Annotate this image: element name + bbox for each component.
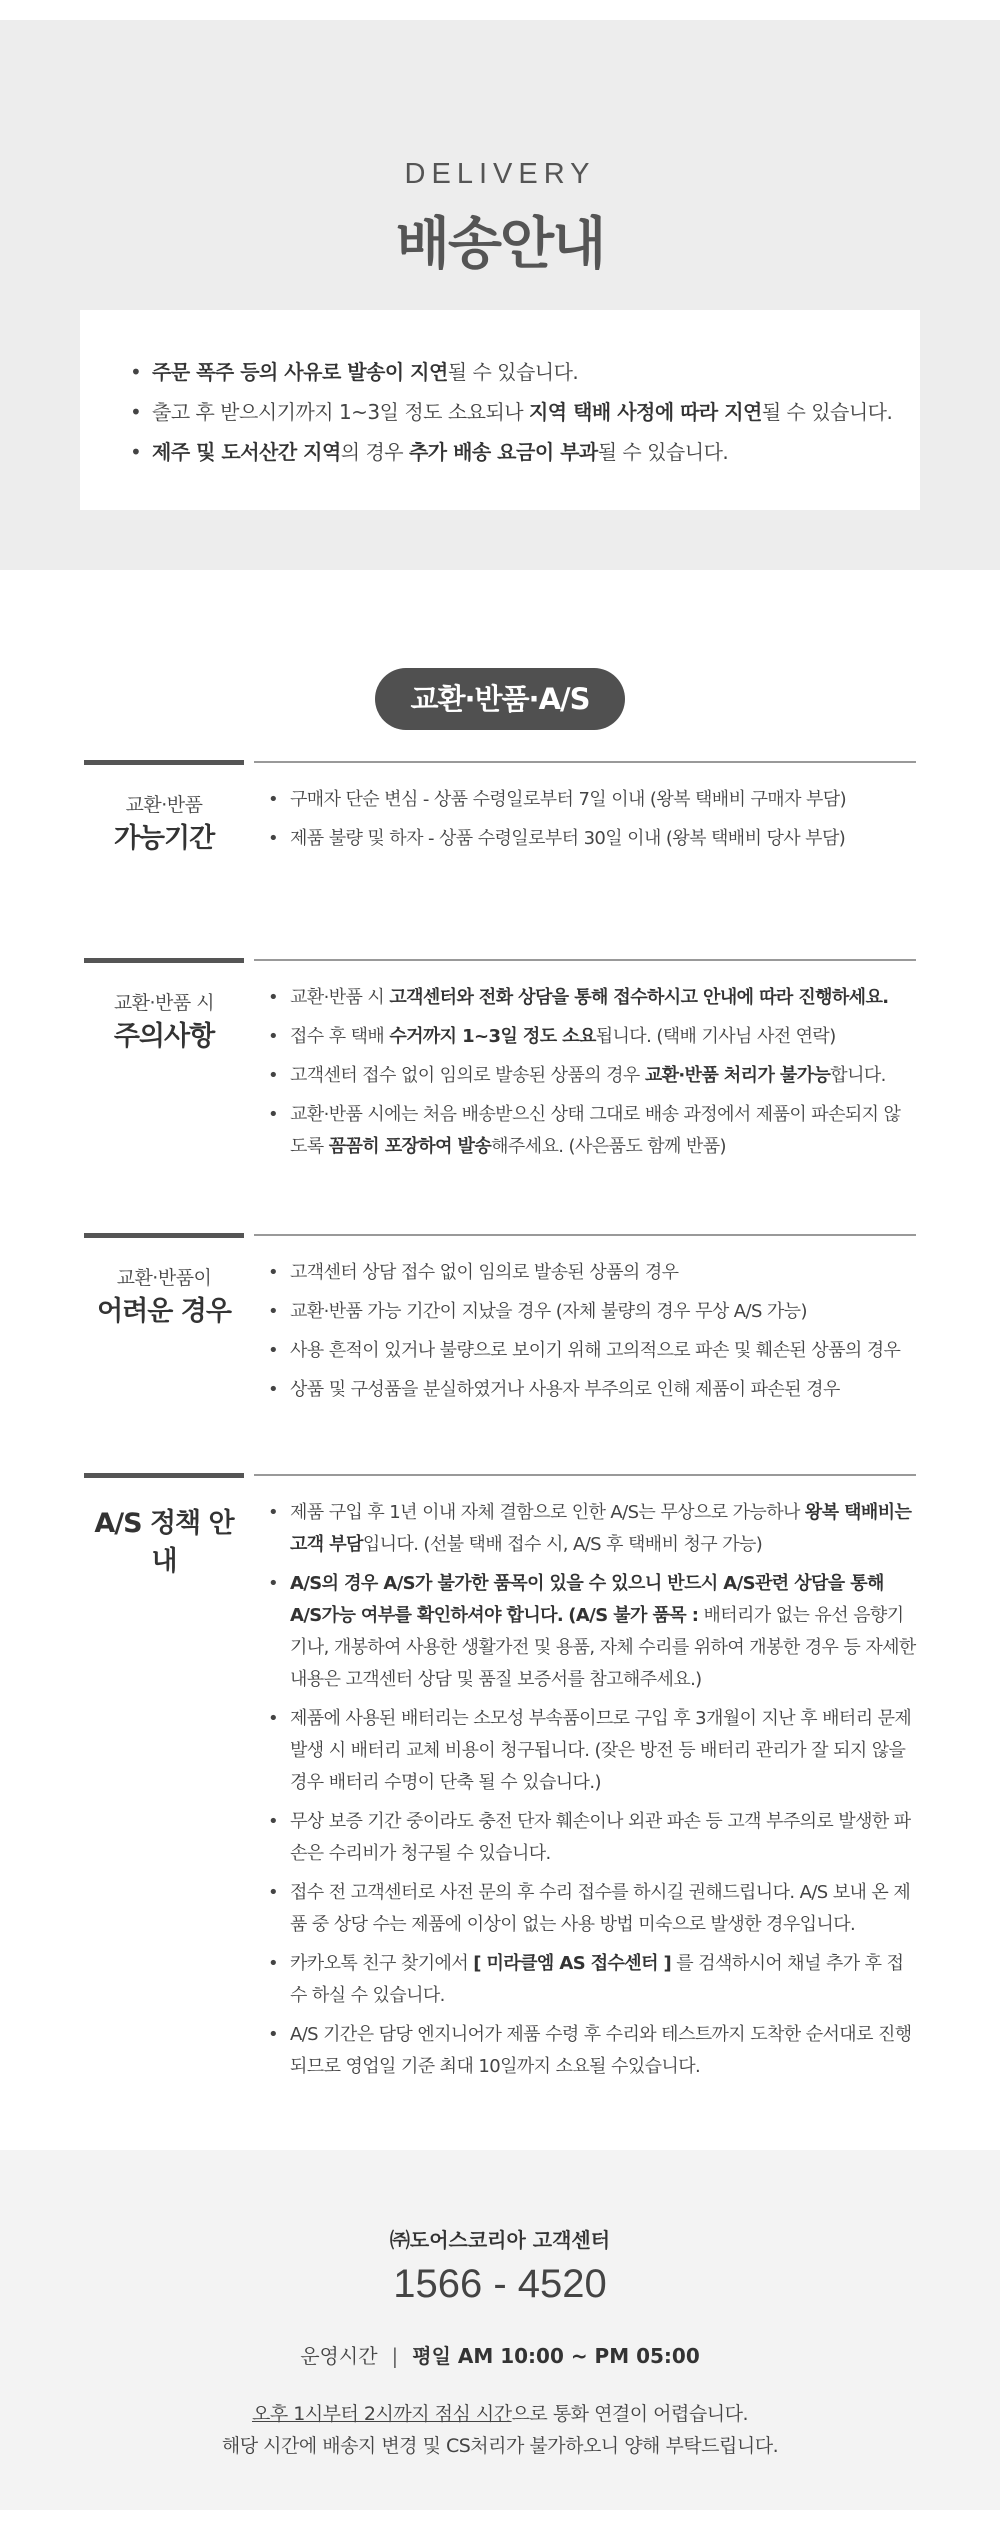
emphasis-text: 수거까지 1~3일 정도 소요 [389,1026,596,1047]
item-text: 상품 및 구성품을 분실하였거나 사용자 부주의로 인해 제품이 파손된 경우 [290,1379,840,1400]
item-text: 접수 후 택배 [290,1026,390,1047]
hours-value: 평일 AM 10:00 ~ PM 05:00 [412,2344,700,2368]
emphasis-text: 지역 택배 사정에 따라 지연 [528,400,762,424]
item-text: 교환·반품 시에는 처음 배송받으신 상태 그대로 배송 과정에서 제품이 파손되지 않도록 [290,1104,901,1157]
list-item [264,1806,916,1870]
top-strip [0,0,1000,20]
item-text: 제품 불량 및 하자 - 상품 수령일로부터 30일 이내 (왕복 택배비 당사 부담) [290,828,846,849]
section-title: 어려운 경우 [97,1296,231,1327]
list-item [264,1296,916,1328]
section-subtitle: 교환·반품 [125,794,203,816]
list-item [130,432,920,472]
emphasis-text: 교환·반품 처리가 불가능 [644,1065,831,1086]
item-text: 될 수 있습니다. [597,440,729,464]
section-head-line [84,1473,244,1478]
list-item [264,982,916,1014]
item-text: 출고 후 받으시기까지 1~3일 정도 소요되나 [152,400,529,424]
item-text: 해주세요. (사은품도 함께 반품) [491,1136,726,1157]
emphasis-text: (A/S 불가 품목 : [568,1605,699,1626]
item-text: 입니다. (선불 택배 접수 시, A/S 후 택배비 청구 가능) [362,1534,763,1555]
section-period [84,760,916,910]
item-text: 무상 보증 기간 중이라도 충전 단자 훼손이나 외관 파손 등 고객 부주의로 발생한 파손은 수리비가 청구될 수 있습니다. [290,1811,911,1864]
item-text: 교환·반품 가능 기간이 지났을 경우 (자체 불량의 경우 무상 A/S 가능) [290,1301,807,1322]
section-subtitle: 교환·반품이 [116,1267,212,1289]
emphasis-text: 주문 폭주 등의 사유로 발송이 지연 [152,360,448,384]
section-items [264,982,916,1170]
section-head-line [84,1233,244,1238]
delivery-section [0,20,1000,570]
customer-center-footer [0,2150,1000,2510]
item-text: 고객센터 상담 접수 없이 임의로 발송된 상품의 경우 [290,1262,679,1283]
list-item [130,352,920,392]
item-text: 배터리가 없는 유선 음향기기나, 개봉하여 사용한 생활가전 및 용품, 자체 수리를 위하여 개봉한 경우 등 자세한 내용은 고객센터 상담 및 품질 보증서를 참고해주세요.) [290,1605,916,1690]
section-caution [84,958,916,1188]
phone-number: 1566 - 4520 [393,2262,607,2306]
item-text: 를 검색하시어 채널 추가 후 접수 하실 수 있습니다. [290,1953,904,2006]
list-item [264,1335,916,1367]
section-as-policy [84,1473,916,2123]
section-title: 주의사항 [113,1021,215,1052]
item-text: 교환·반품 시 [290,987,390,1008]
item-text: 제품에 사용된 배터리는 소모성 부속품이므로 구입 후 3개월이 지난 후 배터리 문제 발생 시 배터리 교체 비용이 청구됩니다. (잦은 방전 등 배터리 관리가 잘 되지 않을 경우 배터리 수명이 단축 될 수 있습니다.) [290,1708,912,1793]
section-items [264,1257,916,1413]
item-text: 될 수 있습니다. [447,360,579,384]
exchange-section [0,570,1000,2150]
section-subtitle: 교환·반품 시 [113,992,215,1014]
list-item [264,1060,916,1092]
section-head-line [84,760,244,765]
section-head-line [84,958,244,963]
list-item [264,1703,916,1799]
section-heading [84,988,244,1056]
list-item [264,1877,916,1941]
emphasis-text: 추가 배송 요금이 부과 [408,440,598,464]
list-item [264,1497,916,1561]
lunch-notice-rest: 으로 통화 연결이 어렵습니다. [511,2403,748,2425]
hours-label: 운영시간 [300,2344,378,2368]
emphasis-text: 왕복 택배비는 고객 부담 [290,1502,912,1555]
emphasis-text: [ 미라클엠 AS 접수센터 ] [473,1953,672,1974]
section-difficult [84,1233,916,1433]
list-item [264,1257,916,1289]
list-item [264,823,916,855]
item-text: 접수 전 고객센터로 사전 문의 후 수리 접수를 하시길 권해드립니다. A/S 보내 온 제품 중 상당 수는 제품에 이상이 없는 사용 방법 미숙으로 발생한 경우입니다. [290,1882,911,1935]
item-text: A/S 기간은 담당 엔지니어가 제품 수령 후 수리와 테스트까지 도착한 순서대로 진행되므로 영업일 기준 최대 10일까지 소요될 수있습니다. [290,2024,912,2077]
operating-hours [0,2340,1000,2369]
emphasis-text: 고객센터와 전화 상담을 통해 접수하시고 안내에 따라 진행하세요. [389,987,889,1008]
list-item [264,1568,916,1696]
list-item [264,1099,916,1163]
item-text: 구매자 단순 변심 - 상품 수령일로부터 7일 이내 (왕복 택배비 구매자 부담) [290,789,846,810]
item-text: 고객센터 접수 없이 임의로 발송된 상품의 경우 [290,1065,645,1086]
lunch-notice [0,2398,1000,2462]
emphasis-text: 제주 및 도서산간 지역 [152,440,341,464]
item-text: 됩니다. (택배 기사님 사전 연락) [595,1026,836,1047]
section-body-line [254,959,916,961]
lunch-notice-line2: 해당 시간에 배송지 변경 및 CS처리가 불가하오니 양해 부탁드립니다. [221,2435,779,2457]
company-name: ㈜도어스코리아 고객센터 [389,2228,611,2252]
list-item [264,784,916,816]
section-heading [84,1263,244,1331]
item-text: 카카오톡 친구 찾기에서 [290,1953,474,1974]
section-title: A/S 정책 안내 [94,1508,234,1577]
list-item [130,392,920,432]
item-text: 의 경우 [340,440,409,464]
section-heading [84,1503,244,1581]
delivery-list [130,352,920,472]
emphasis-text: 꼼꼼히 포장하여 발송 [328,1136,492,1157]
list-item [264,1374,916,1406]
emphasis-text: A/S의 경우 A/S가 불가한 품목이 있을 수 있으니 반드시 A/S관련 상담을 통해 A/S가능 여부를 확인하셔야 합니다. [290,1573,884,1626]
list-item [264,1021,916,1053]
item-text: 제품 구입 후 1년 이내 자체 결함으로 인한 A/S는 무상으로 가능하나 [290,1502,805,1523]
section-items [264,784,916,862]
lunch-time-underline: 오후 1시부터 2시까지 점심 시간 [251,2403,512,2425]
section-body-line [254,1234,916,1236]
list-item [264,1948,916,2012]
section-body-line [254,1474,916,1476]
exchange-badge: 교환·반품·A/S [375,668,625,730]
section-body-line [254,761,916,763]
section-title: 가능기간 [113,823,215,854]
hours-separator: | [391,2344,399,2368]
delivery-eyebrow: DELIVERY [404,158,596,190]
delivery-title: 배송안내 [395,212,605,277]
section-items [264,1497,916,2090]
delivery-info-box [80,310,920,510]
item-text: 될 수 있습니다. [761,400,893,424]
item-text: 합니다. [830,1065,886,1086]
section-heading [84,790,244,858]
item-text: 사용 흔적이 있거나 불량으로 보이기 위해 고의적으로 파손 및 훼손된 상품의 경우 [290,1340,901,1361]
list-item [264,2019,916,2083]
